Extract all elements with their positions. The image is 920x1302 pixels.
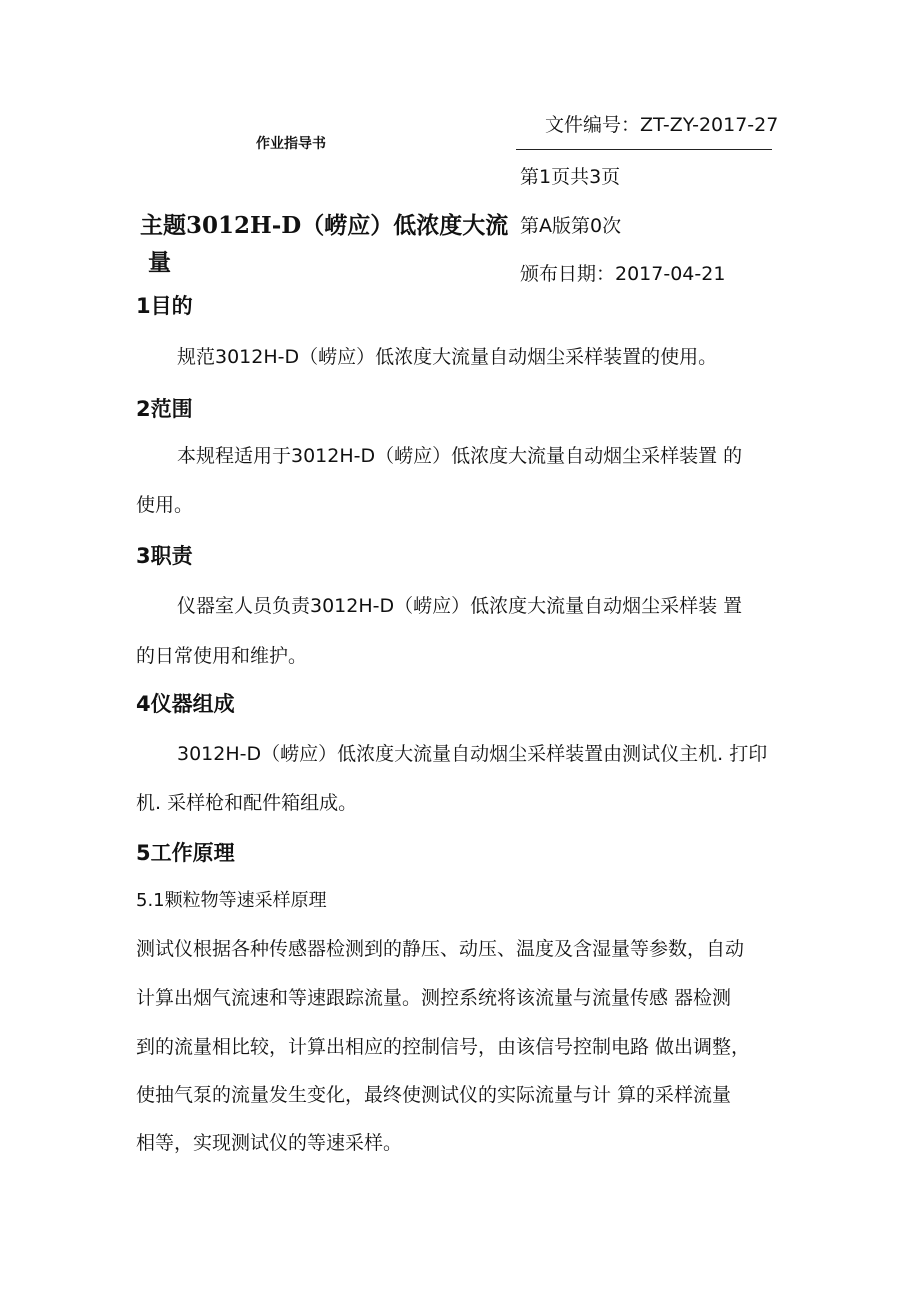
- section-3-heading: 3职责: [136, 544, 193, 568]
- section-3-text-line-1: 仪器室人员负责3012H-D（崂应）低浓度大流量自动烟尘采样装 置: [177, 595, 743, 617]
- section-5-1-line-4: 使抽气泵的流量发生变化，最终使测试仪的实际流量与计 算的采样流量: [136, 1084, 732, 1106]
- document-title: [140, 207, 510, 281]
- title-line-1: 主题3012H-D（崂应）低浓度大流: [140, 212, 509, 239]
- section-5-heading: 5工作原理: [136, 841, 235, 865]
- section-4-text-line-1: 3012H-D（崂应）低浓度大流量自动烟尘采样装置由测试仪主机. 打印: [177, 743, 768, 765]
- section-4-text-line-2: 机. 采样枪和配件箱组成。: [136, 792, 358, 814]
- section-2-heading: 2范围: [136, 397, 193, 421]
- section-5-1-line-5: 相等，实现测试仪的等速采样。: [136, 1132, 403, 1154]
- version-info: 第A版第0次: [520, 215, 622, 237]
- section-2-text-line-2: 使用。: [136, 494, 194, 516]
- section-5-1-line-2: 计算出烟气流速和等速跟踪流量。测控系统将该流量与流量传感 器检测: [136, 987, 732, 1009]
- header-rule: [516, 149, 772, 150]
- section-2-text-line-1: 本规程适用于3012H-D（崂应）低浓度大流量自动烟尘采样装置 的: [177, 445, 743, 467]
- section-4-heading: 4仪器组成: [136, 692, 235, 716]
- release-date: 颁布日期：2017-04-21: [520, 263, 726, 285]
- section-5-1-heading: 5.1颗粒物等速采样原理: [136, 890, 327, 911]
- file-number: 文件编号：ZT-ZY-2017-27: [545, 114, 779, 136]
- document-type-label: 作业指导书: [256, 136, 326, 152]
- title-line-2: 量: [148, 249, 171, 276]
- section-3-text-line-2: 的日常使用和维护。: [136, 645, 308, 667]
- page-info: 第1页共3页: [520, 166, 621, 188]
- section-5-1-line-1: 测试仪根据各种传感器检测到的静压、动压、温度及含湿量等参数，自动: [136, 938, 745, 960]
- section-1-heading: 1目的: [136, 294, 193, 318]
- section-1-text: 规范3012H-D（崂应）低浓度大流量自动烟尘采样装置的使用。: [177, 346, 718, 368]
- section-5-1-line-3: 到的流量相比较，计算出相应的控制信号，由该信号控制电路 做出调整，: [136, 1036, 751, 1058]
